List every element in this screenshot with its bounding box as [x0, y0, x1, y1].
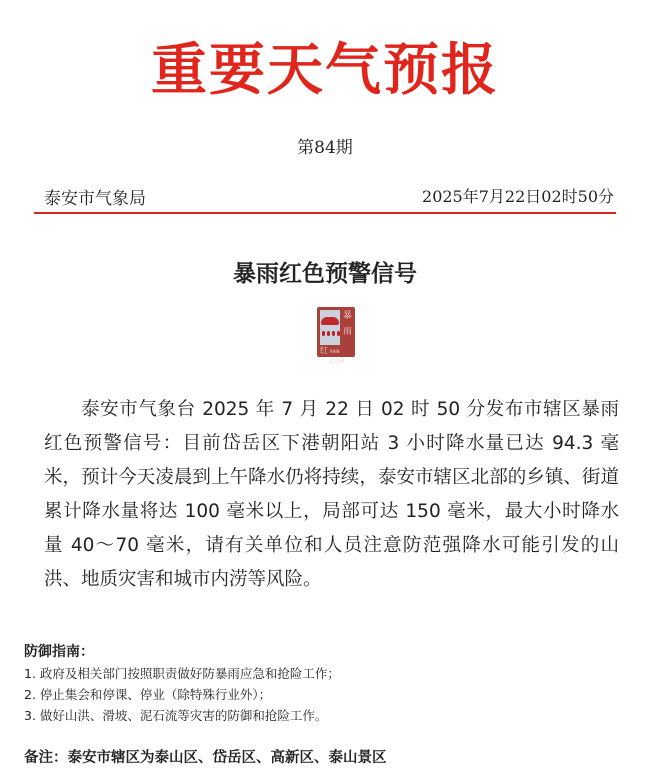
guide-item: 3. 做好山洪、滑坡、泥石流等灾害的防御和抢险工作。 [24, 708, 328, 723]
guide-item: 2. 停止集会和停课、停业（除特殊行业外）； [24, 687, 272, 702]
rainstorm-red-warning-icon: 暴 雨 红 RAIN STORM [317, 307, 355, 357]
agency-name: 泰安市气象局 [44, 189, 146, 209]
issue-datetime: 2025年7月22日02时50分 [422, 187, 614, 206]
signal-title: 暴雨红色预警信号 [233, 260, 417, 287]
document-title: 重要天气预报 [151, 37, 499, 103]
header-divider [34, 212, 616, 214]
remark: 备注：泰安市辖区为泰山区、岱岳区、高新区、泰山景区 [24, 750, 387, 766]
warning-body-text: 泰安市气象台 2025 年 7 月 22 日 02 时 50 分发布市辖区暴雨红色预警信号：目前岱岳区下港朝阳站 3 小时降水量已达 94.3 毫米，预计今天凌晨到上午降水仍将持续，泰安市辖区北部的乡镇、街道累计降水量将达 100 毫米以上，局部可达 150 毫米，最大小时降水量 40～70 毫米，请有关单位和人员注意防范强降水可能引发的山洪、地质灾害和城市内涝等风险。 [44, 399, 619, 590]
defense-guide [24, 642, 340, 726]
guide-item: 1. 政府及相关部门按照职责做好防暴雨应急和抢险工作； [24, 666, 340, 681]
issue-number: 第84期 [297, 138, 353, 158]
guide-heading: 防御指南： [24, 644, 94, 660]
